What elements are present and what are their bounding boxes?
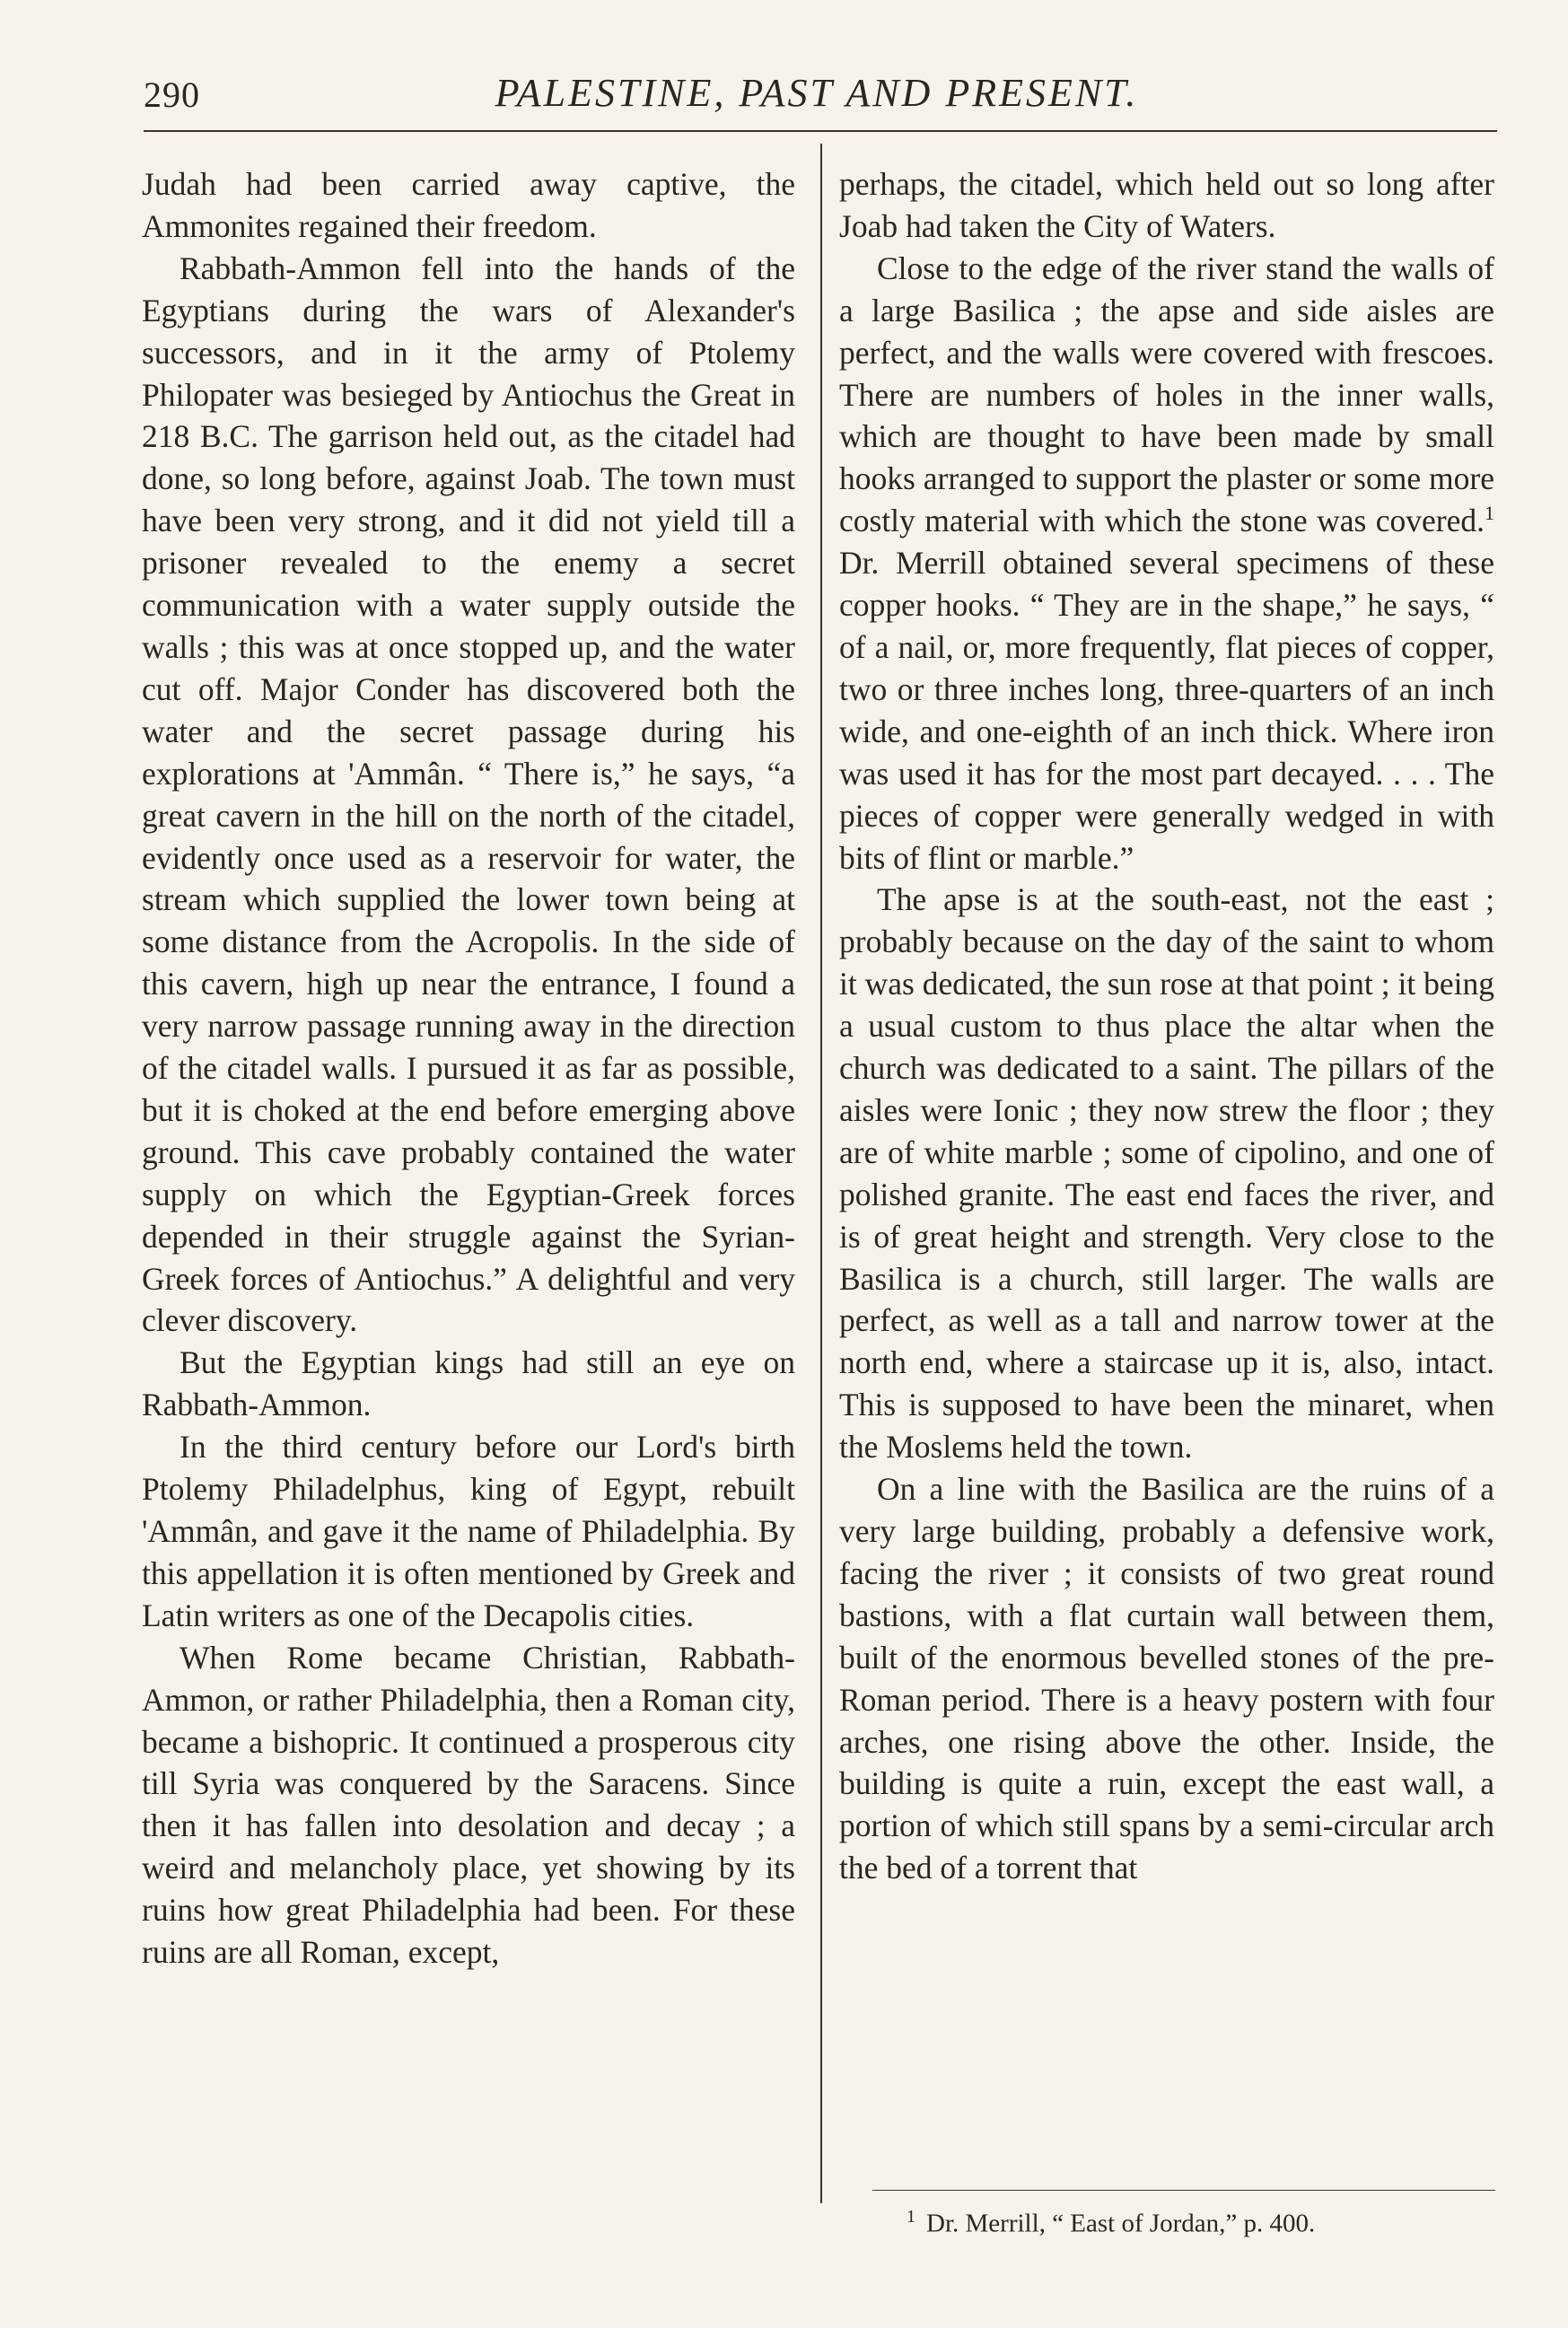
footnote-reference: 1 (1485, 502, 1494, 525)
paragraph: When Rome became Christian, Rabbath-Ammon, or rather Philadelphia, then a Roman city, became a bishopric. It continued a prosperous city till Syria was conquered by the Saracens. Since then it has fallen into desolation and decay ; a weird and melancholy place, yet showing by its ruins how great Philadelphia had been. For these ruins are all Roman, except, (142, 1639, 795, 1971)
paragraph: On a line with the Basilica are the ruins of a very large building, probably a defensive work, facing the river ; it consists of two great round bastions, with a flat curtain wall between them, built of the enormous bevelled stones of the pre-Roman period. There is a heavy postern with four arches, one rising above the other. Inside, the building is quite a ruin, except the east wall, a portion of which still spans by a semi-circular arch the bed of a torrent that (839, 1471, 1494, 1886)
paragraph-text: Close to the edge of the river stand the walls of a large Basilica ; the apse and side aisles are perfect, and the walls were covered with frescoes. There are numbers of holes in the inner walls, which are thought to have been made by small hooks arranged to support the plaster or some more costly material with which the stone was covered. (839, 249, 1494, 539)
paragraph (839, 248, 1494, 880)
right-column (839, 163, 1494, 1889)
footnote-rule (872, 2190, 1495, 2191)
paragraph: Rabbath-Ammon fell into the hands of the Egyptians during the wars of Alexander's successors, and in it the army of Ptolemy Philopater was besieged by Antiochus the Great in 218 B.C. The garrison held out, as the citadel had done, so long before, against Joab. The town must have been very strong, and it did not yield till a prisoner revealed to the enemy a secret communication with a water supply outside the walls ; this was at once stopped up, and the water cut off. Major Conder has discovered both the water and the secret passage during his explorations at 'Ammân. “ There is,” he says, “a great cavern in the hill on the north of the citadel, evidently once used as a reservoir for water, the stream which supplied the lower town being at some distance from the Acropolis. In the side of this cavern, high up near the entrance, I found a very narrow passage running away in the direction of the citadel walls. I pursued it as far as possible, but it is choked at the end before emerging above ground. This cave probably contained the water supply on which the Egyptian-Greek forces depended in their struggle against the Syrian-Greek forces of Antiochus.” A delightful and very clever discovery. (142, 249, 795, 1339)
running-title: PALESTINE, PAST AND PRESENT. (495, 71, 1139, 115)
header-rule (144, 130, 1497, 132)
paragraph-text: Dr. Merrill obtained several specimens of these copper hooks. “ They are in the shape,” he says, “ of a nail, or, more frequently, flat pieces of copper, two or three inches long, three-quarters of an inch wide, and one-eighth of an inch thick. Where iron was used it has for the most part decayed. . . . The pieces of copper were generally wedged in with bits of flint or marble.” (839, 545, 1494, 876)
paragraph: perhaps, the citadel, which held out so long after Joab had taken the City of Waters. (839, 166, 1494, 244)
column-divider (820, 144, 822, 2203)
footnote-mark: 1 (907, 2207, 915, 2227)
paragraph: The apse is at the south-east, not the east ; probably because on the day of the saint to whom it was dedicated, the sun rose at that point ; it being a usual custom to thus place the altar when the church was dedicated to a saint. The pillars of the aisles were Ionic ; they now strew the floor ; they are of white marble ; some of cipolino, and one of polished granite. The east end faces the river, and is of great height and strength. Very close to the Basilica is a church, still larger. The walls are perfect, as well as a tall and narrow tower at the north end, where a staircase up it is, also, intact. This is supposed to have been the minaret, when the Moslems held the town. (839, 881, 1494, 1466)
paragraph: Judah had been carried away captive, the Ammonites regained their freedom. (142, 166, 795, 244)
footnote (907, 2201, 1481, 2240)
paragraph: In the third century before our Lord's birth Ptolemy Philadelphus, king of Egypt, rebuilt 'Ammân, and gave it the name of Philadelphia. By this appellation it is often mentioned by Greek and Latin writers as one of the Decapolis cities. (142, 1429, 795, 1633)
page-number: 290 (144, 74, 200, 115)
footnote-text: Dr. Merrill, “ East of Jordan,” p. 400. (926, 2209, 1316, 2238)
page-header (144, 70, 1490, 124)
paragraph: But the Egyptian kings had still an eye on Rabbath-Ammon. (142, 1344, 795, 1423)
left-column (142, 163, 795, 1974)
